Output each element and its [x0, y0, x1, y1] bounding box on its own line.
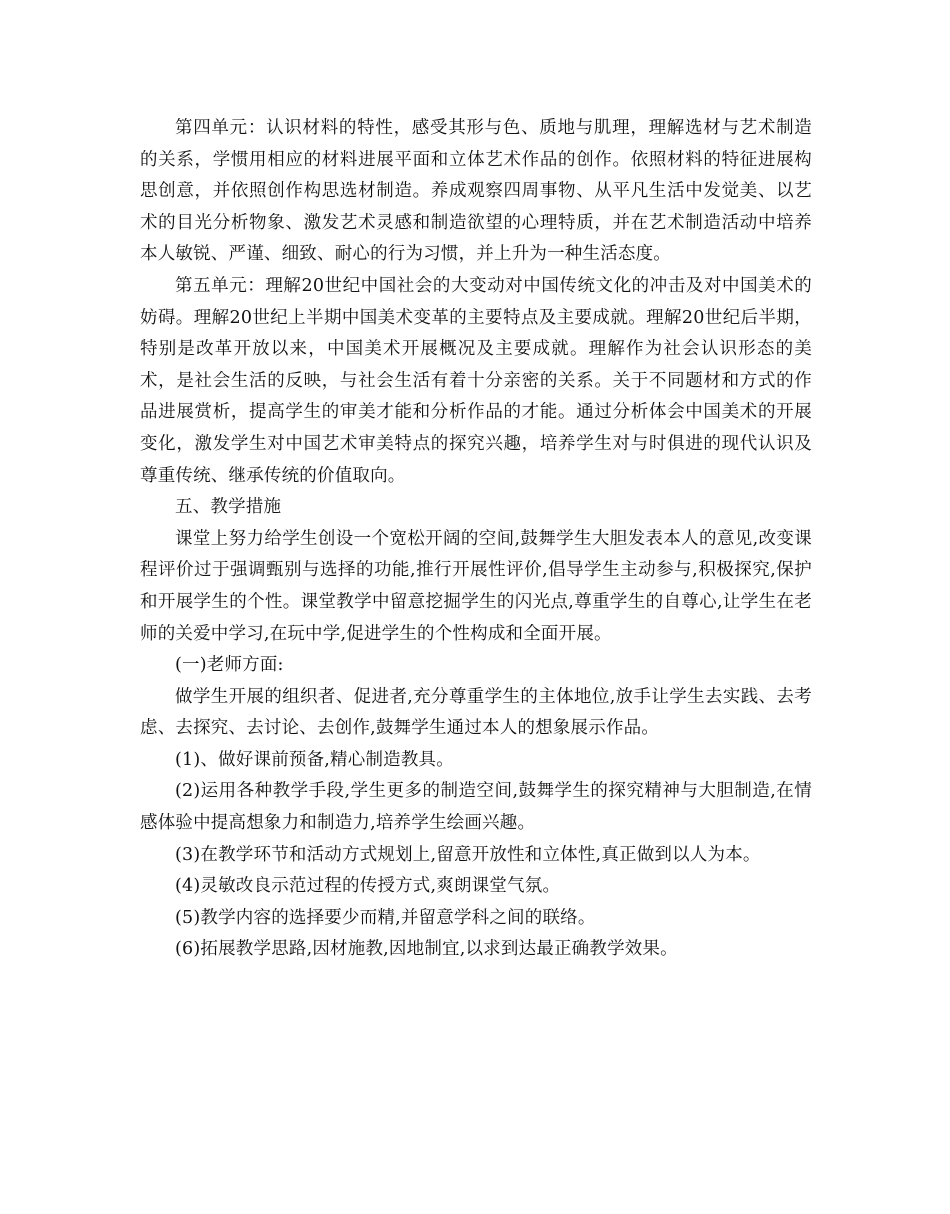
list-item-5: (5)教学内容的选择要少而精,并留意学科之间的联络。	[175, 907, 596, 928]
list-item-4: (4)灵敏改良示范过程的传授方式,爽朗课堂气氛。	[175, 876, 561, 897]
list-item-1: (1)、做好课前预备,精心制造教具。	[175, 749, 454, 770]
subheading-teacher-aspect: (一)老师方面:	[175, 655, 284, 676]
paragraph-unit-four: 第四单元：认识材料的特性，感受其形与色、质地与肌理，理解选材与艺术制造的关系，学惯用相应的材料进展平面和立体艺术作品的创作。依照材料的特征进展构思创意，并依照创作构思选材制造。养成观察四周事物、从平凡生活中发觉美、以艺术的目光分析物象、激发艺术灵感和制造欲望的心理特质，并在艺术制造活动中培养本人敏锐、严谨、细致、耐心的行为习惯，并上升为一种生活态度。	[140, 118, 812, 265]
paragraph-classroom: 课堂上努力给学生创设一个宽松开阔的空间,鼓舞学生大胆发表本人的意见,改变课程评价过于强调甄别与选择的功能,推行开展性评价,倡导学生主动参与,积极探究,保护和开展学生的个性。课堂教学中留意挖掘学生的闪光点,尊重学生的自尊心,让学生在老师的关爱中学习,在玩中学,促进学生的个性构成和全面开展。	[140, 528, 812, 644]
paragraph-unit-five: 第五单元：理解20世纪中国社会的大变动对中国传统文化的冲击及对中国美术的妨碍。理解20世纪上半期中国美术变革的主要特点及主要成就。理解20世纪后半期，特别是改革开放以来，中国美术开展概况及主要成就。理解作为社会认识形态的美术，是社会生活的反映，与社会生活有着十分亲密的关系。关于不同题材和方式的作品进展赏析，提高学生的审美才能和分析作品的才能。通过分析体会中国美术的开展变化，激发学生对中国艺术审美特点的探究兴趣，培养学生对与时俱进的现代认识及尊重传统、继承传统的价值取向。	[140, 275, 812, 486]
section-heading-teaching-measures: 五、教学措施	[175, 497, 282, 518]
list-item-6: (6)拓展教学思路,因材施教,因地制宜,以求到达最正确教学效果。	[175, 939, 678, 960]
paragraph-teacher-role: 做学生开展的组织者、促进者,充分尊重学生的主体地位,放手让学生去实践、去考虑、去探究、去讨论、去创作,鼓舞学生通过本人的想象展示作品。	[140, 686, 812, 739]
list-item-2: (2)运用各种教学手段,学生更多的制造空间,鼓舞学生的探究精神与大胆制造,在情感体验中提高想象力和制造力,培养学生绘画兴趣。	[140, 781, 812, 834]
list-item-3: (3)在教学环节和活动方式规划上,留意开放性和立体性,真正做到以人为本。	[175, 844, 761, 865]
document-body	[140, 113, 812, 966]
